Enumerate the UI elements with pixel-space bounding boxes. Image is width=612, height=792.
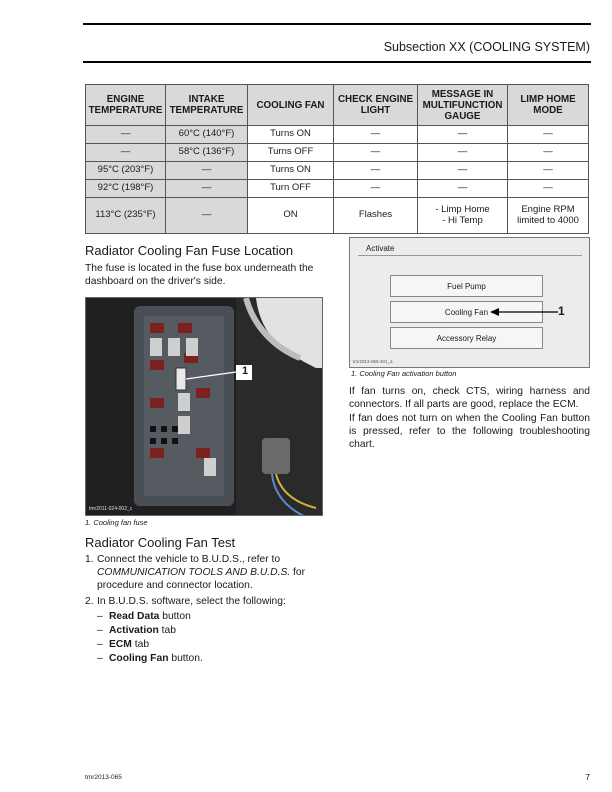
table-row <box>86 126 589 144</box>
table-cell: — <box>334 126 418 144</box>
table-cell: — <box>508 180 589 198</box>
table-row <box>86 198 589 234</box>
list-item: – Cooling Fan button. <box>97 653 203 664</box>
list-item: 1. Connect the vehicle to B.U.D.S., refer to COMMUNICATION TOOLS AND B.U.D.S. for procedure and connector location. <box>85 554 306 591</box>
table-header-row <box>86 85 589 126</box>
table-cell: 95°C (203°F) <box>86 162 166 180</box>
col-cooling-fan: COOLING FAN <box>248 85 334 126</box>
col-limp-home: LIMP HOME MODE <box>508 85 589 126</box>
table-cell: — <box>166 180 248 198</box>
table-cell: — <box>418 126 508 144</box>
activate-callout-number: 1 <box>558 304 565 318</box>
fan-test-steps <box>85 553 330 668</box>
table-cell: 113°C (235°F) <box>86 198 166 234</box>
table-cell: Turns ON <box>248 126 334 144</box>
header-rule <box>83 61 591 63</box>
table-cell: — <box>166 198 248 234</box>
fan-turns-on-text: If fan turns on, check CTS, wiring harness and connectors. If all parts are good, replace the ECM. <box>349 386 590 410</box>
list-item: – Activation tab <box>97 625 176 636</box>
table-cell: 92°C (198°F) <box>86 180 166 198</box>
page-number: 7 <box>585 772 590 782</box>
fan-test-heading: Radiator Cooling Fan Test <box>85 535 236 550</box>
top-rule <box>83 23 591 25</box>
col-message: MESSAGE IN MULTIFUNCTION GAUGE <box>418 85 508 126</box>
table-cell: - Limp Home - Hi Temp <box>418 198 508 234</box>
activate-panel-title: Activate <box>366 244 395 253</box>
fuse-box-illustration <box>86 298 323 516</box>
list-item: – Read Data button <box>97 611 191 622</box>
col-check-engine: CHECK ENGINE LIGHT <box>334 85 418 126</box>
cooling-fan-spec-table <box>85 84 589 234</box>
buds-selection-list <box>97 610 330 665</box>
table-row <box>86 144 589 162</box>
table-cell: Turns OFF <box>248 144 334 162</box>
table-cell: — <box>418 180 508 198</box>
fan-not-on-text: If fan does not turn on when the Cooling Fan button is pressed, refer to the following troubleshooting chart. <box>349 413 590 450</box>
table-cell: Turns ON <box>248 162 334 180</box>
fuse-location-heading: Radiator Cooling Fan Fuse Location <box>85 243 294 258</box>
footer-doc-id: tmr2013-065 <box>85 774 122 781</box>
table-cell: — <box>418 144 508 162</box>
fuse-photo-caption: 1. Cooling fan fuse <box>85 518 148 527</box>
table-cell: — <box>508 162 589 180</box>
table-cell: ON <box>248 198 334 234</box>
table-cell: Turn OFF <box>248 180 334 198</box>
col-intake-temp: INTAKE TEMPERATURE <box>166 85 248 126</box>
fuse-callout-number: 1 <box>241 365 249 377</box>
fuse-location-text: The fuse is located in the fuse box underneath the dashboard on the driver's side. <box>85 263 314 287</box>
table-cell: — <box>508 126 589 144</box>
table-cell: 60°C (140°F) <box>166 126 248 144</box>
callout-arrow <box>490 306 560 318</box>
table-cell: — <box>334 144 418 162</box>
section-title: Subsection XX (COOLING SYSTEM) <box>383 40 590 54</box>
table-cell: — <box>166 162 248 180</box>
table-cell: — <box>418 162 508 180</box>
table-cell: — <box>86 126 166 144</box>
table-cell: Flashes <box>334 198 418 234</box>
list-item: – ECM tab <box>97 639 150 650</box>
table-cell: — <box>508 144 589 162</box>
table-row <box>86 162 589 180</box>
activate-caption: 1. Cooling Fan activation button <box>351 369 457 378</box>
photo-id: tmr2011-024-002_c <box>89 506 133 512</box>
table-cell: — <box>334 162 418 180</box>
reference-link: COMMUNICATION TOOLS AND B.U.D.S. <box>97 567 291 578</box>
table-cell: Engine RPM limited to 4000 <box>508 198 589 234</box>
table-row <box>86 180 589 198</box>
fuse-box-photo <box>85 297 323 516</box>
table-cell: 58°C (136°F) <box>166 144 248 162</box>
cooling-fan-button[interactable]: Cooling Fan <box>390 301 543 323</box>
accessory-relay-button[interactable]: Accessory Relay <box>390 327 543 349</box>
buds-activate-screenshot <box>349 237 590 368</box>
fuel-pump-button[interactable]: Fuel Pump <box>390 275 543 297</box>
table-cell: — <box>86 144 166 162</box>
list-item: 2. In B.U.D.S. software, select the following: – Read Data button – Activation tab – ECM tab – Cooling Fan button. <box>85 595 330 665</box>
screenshot-id: tmr2013-065-401_a <box>353 359 393 364</box>
table-cell: — <box>334 180 418 198</box>
col-engine-temp: ENGINE TEMPERATURE <box>86 85 166 126</box>
